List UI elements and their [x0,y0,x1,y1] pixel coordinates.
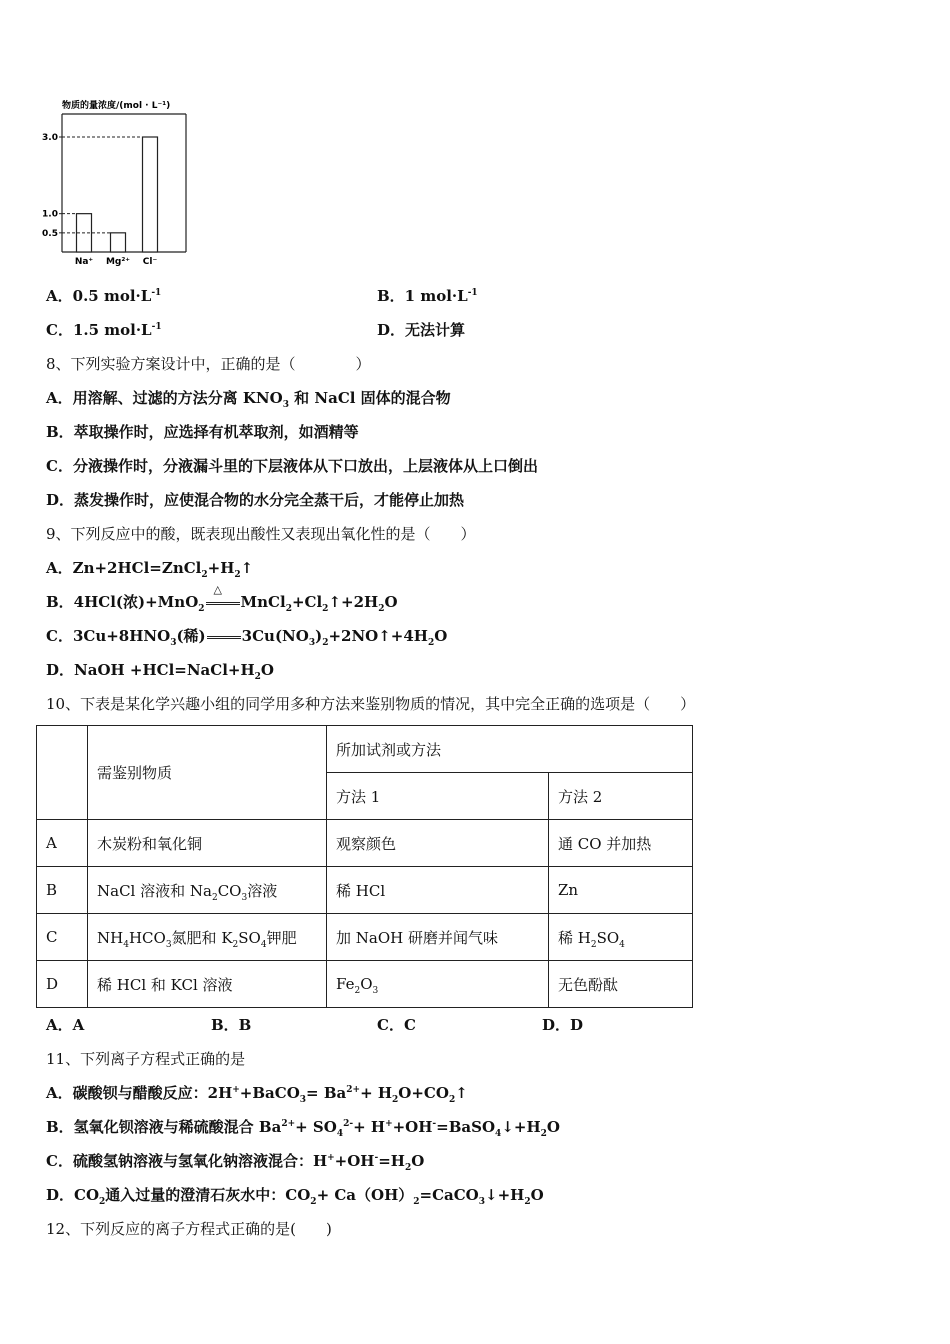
q8-option-b[interactable]: B．萃取操作时，应选择有机萃取剂，如酒精等 [46,423,359,441]
q10-option-b[interactable]: B．B [211,1016,252,1034]
t: D．CO [46,1186,100,1204]
row-method-1 [327,961,549,1008]
t: 稀 H [558,928,591,947]
sup: - [374,1153,379,1163]
t: O [546,1118,560,1136]
sub: 2 [211,892,218,903]
sub: 2 [524,1197,531,1207]
row-method-1: 观察颜色 [327,820,549,867]
q7-option-d[interactable] [377,320,465,340]
t: O [384,593,398,611]
header-method: 所加试剂或方法 [327,726,693,773]
t: O [530,1186,544,1204]
q7-option-d-text: D．无法计算 [377,321,466,339]
sub: 2 [427,638,435,648]
q9-stem: 9、下列反应中的酸，既表现出酸性又表现出氧化性的是（ ） [46,525,476,543]
q8-stem: 8、下列实验方案设计中，正确的是（ ） [46,355,371,373]
sup: -1 [467,288,478,298]
t: +H [207,559,235,577]
sub: 2 [322,638,329,648]
sub: 4 [619,939,625,950]
sub: 2 [198,604,205,614]
t: O [434,627,448,645]
t: O [411,1152,425,1170]
sub: 2 [590,939,597,950]
row-key: D [37,961,88,1008]
x-tick-label: Na⁺ [74,257,94,267]
t: SO [238,928,261,947]
t: D．NaOH +HCl=NaCl+H [46,661,255,679]
t: ↓+H [501,1118,541,1136]
sub: 2 [234,570,241,580]
q11-option-a[interactable] [46,1083,468,1103]
row-method-1: 稀 HCl [327,867,549,914]
sub: 3 [308,638,316,648]
t: 3Cu(NO [241,627,309,645]
row-method-2: 通 CO 并加热 [549,820,693,867]
q10-stem: 10、下表是某化学兴趣小组的同学用多种方法来鉴别物质的情况，其中完全正确的选项是（ ） [46,695,696,713]
t: + H [360,1084,393,1102]
q7-option-c[interactable] [46,320,162,340]
t: + Ca（OH） [316,1186,414,1204]
t: 氮肥和 K [171,928,233,947]
sup: + [327,1153,335,1163]
t: NH [97,928,124,947]
t: =BaSO [436,1118,496,1136]
q11-option-c[interactable] [46,1151,424,1171]
sub: 2 [201,570,208,580]
sub: 2 [404,1163,412,1173]
header-substance: 需鉴别物质 [88,726,327,820]
q8-option-c[interactable]: C．分液操作时，分液漏斗里的下层液体从下口放出，上层液体从上口倒出 [46,457,538,475]
t: CO [217,881,242,900]
t: B．氢氧化钡溶液与稀硫酸混合 Ba [46,1118,282,1136]
t: ) [315,627,323,645]
t: +Cl [291,593,323,611]
bar-2 [143,137,158,252]
q10-option-a[interactable]: A．A [46,1016,85,1034]
t: +BaCO [239,1084,300,1102]
q7-option-c-text: C．1.5 mol·L [46,321,152,339]
sub: 3 [282,400,289,410]
header-method-1: 方法 1 [327,773,549,820]
row-method-2: 无色酚酞 [549,961,693,1008]
sup: 2+ [281,1119,296,1129]
t: MnCl [240,593,286,611]
t: +OH [392,1118,433,1136]
row-key: B [37,867,88,914]
sub: 2 [99,1197,106,1207]
q9-option-c[interactable] [46,626,447,646]
bar-1 [111,233,126,252]
sup: + [232,1085,240,1095]
q11-option-b[interactable] [46,1117,560,1137]
t: Fe [336,975,355,993]
identification-table [36,725,693,1008]
sub: 2 [254,672,261,682]
sub: 2 [310,1197,317,1207]
y-tick-label: 3.0 [42,133,58,143]
table-corner [37,726,88,820]
sub: 4 [123,939,129,950]
q7-option-b-text: B．1 mol·L [377,287,468,305]
sub: 3 [478,1197,486,1207]
row-method-2: Zn [549,867,693,914]
row-substance [88,914,327,961]
t: ↓+H [485,1186,525,1204]
sub: 3 [170,638,177,648]
sub: 2 [378,604,385,614]
t: =H [378,1152,405,1170]
sup: 2- [343,1119,354,1129]
sup: - [432,1119,437,1129]
sub: 2 [285,604,292,614]
t: SO [596,928,620,947]
sup: -1 [151,288,162,298]
sub: 4 [260,939,267,950]
sub: 2 [540,1129,547,1139]
t: O [360,975,373,993]
sub: 3 [165,939,172,950]
q7-option-a[interactable] [46,286,161,306]
q12-stem: 12、下列反应的离子方程式正确的是( ) [46,1220,332,1238]
t: +2NO↑+4H [328,627,428,645]
heat-triangle-icon: △ [213,583,222,596]
q9-option-b[interactable] [46,583,398,614]
y-tick-label: 0.5 [42,228,58,239]
row-substance: 木炭粉和氧化铜 [88,820,327,867]
q10-option-c[interactable]: C．C [377,1016,416,1034]
sub: 2 [448,1095,456,1105]
x-tick-label: Mg²⁺ [105,257,131,267]
t: + SO [295,1118,337,1136]
q9-option-a[interactable] [46,558,253,578]
t: 钾肥 [266,928,297,947]
t: C．3Cu+8HNO [46,627,171,645]
t: NaCl 溶液和 Na [97,881,212,900]
t: =CaCO [419,1186,479,1204]
t: B．4HCl(浓)+MnO [46,593,199,611]
header-method-2: 方法 2 [549,773,693,820]
equals-line [206,602,240,605]
row-key: A [37,820,88,867]
t: A．Zn+2HCl=ZnCl [46,559,202,577]
sub: 4 [336,1129,344,1139]
q10-option-d[interactable]: D．D [542,1016,584,1034]
sub: 4 [495,1129,502,1139]
sub: 2 [232,939,239,950]
concentration-bar-chart [40,92,200,272]
x-tick-label: Cl⁻ [142,257,158,267]
t: = Ba [306,1084,347,1102]
row-substance: 稀 HCl 和 KCl 溶液 [88,961,327,1008]
table-row [37,867,693,914]
t: + H [353,1118,386,1136]
row-method-2 [549,914,693,961]
t: A．碳酸钡与醋酸反应：2H [46,1084,233,1102]
t: O [260,661,274,679]
q11-option-d[interactable] [46,1185,544,1205]
table-row [37,961,693,1008]
row-method-1: 加 NaOH 研磨并闻气味 [327,914,549,961]
t: ↑+2H [328,593,379,611]
q7-option-a-text: A．0.5 mol·L [46,287,152,305]
t: ↑ [240,559,254,577]
t: C．硫酸氢钠溶液与氢氧化钠溶液混合：H [46,1152,328,1170]
table-row [37,820,693,867]
t: (稀) [176,627,206,645]
y-tick-label: 1.0 [42,209,58,220]
sub: 2 [413,1197,420,1207]
row-key: C [37,914,88,961]
sub: 3 [299,1095,307,1105]
q11-stem: 11、下列离子方程式正确的是 [46,1050,246,1068]
sub: 3 [372,986,379,996]
q7-option-b[interactable] [377,286,478,306]
t: +OH [334,1152,375,1170]
t: HCO [128,928,166,947]
q9-option-d[interactable] [46,660,274,680]
sub: 2 [392,1095,399,1105]
t: ↑ [455,1084,468,1102]
t: A．用溶解、过滤的方法分离 KNO [46,389,283,407]
t: 通入过量的澄清石灰水中：CO [105,1186,311,1204]
t: 和 NaCl 固体的混合物 [288,389,451,407]
sub: 3 [241,892,248,903]
t: 溶液 [247,881,278,900]
q8-option-a[interactable] [46,388,451,408]
q8-option-d[interactable]: D．蒸发操作时，应使混合物的水分完全蒸干后，才能停止加热 [46,491,465,509]
table-row [37,914,693,961]
heating-condition [205,583,241,612]
sup: -1 [151,322,162,332]
sub: 2 [322,604,329,614]
chart-ylabel: 物质的量浓度/(mol · L⁻¹) [62,101,171,111]
row-substance [88,867,327,914]
equals-line [207,636,241,639]
sub: 2 [354,986,361,996]
t: O+CO [398,1084,449,1102]
sup: 2+ [346,1085,361,1095]
sup: + [385,1119,393,1129]
